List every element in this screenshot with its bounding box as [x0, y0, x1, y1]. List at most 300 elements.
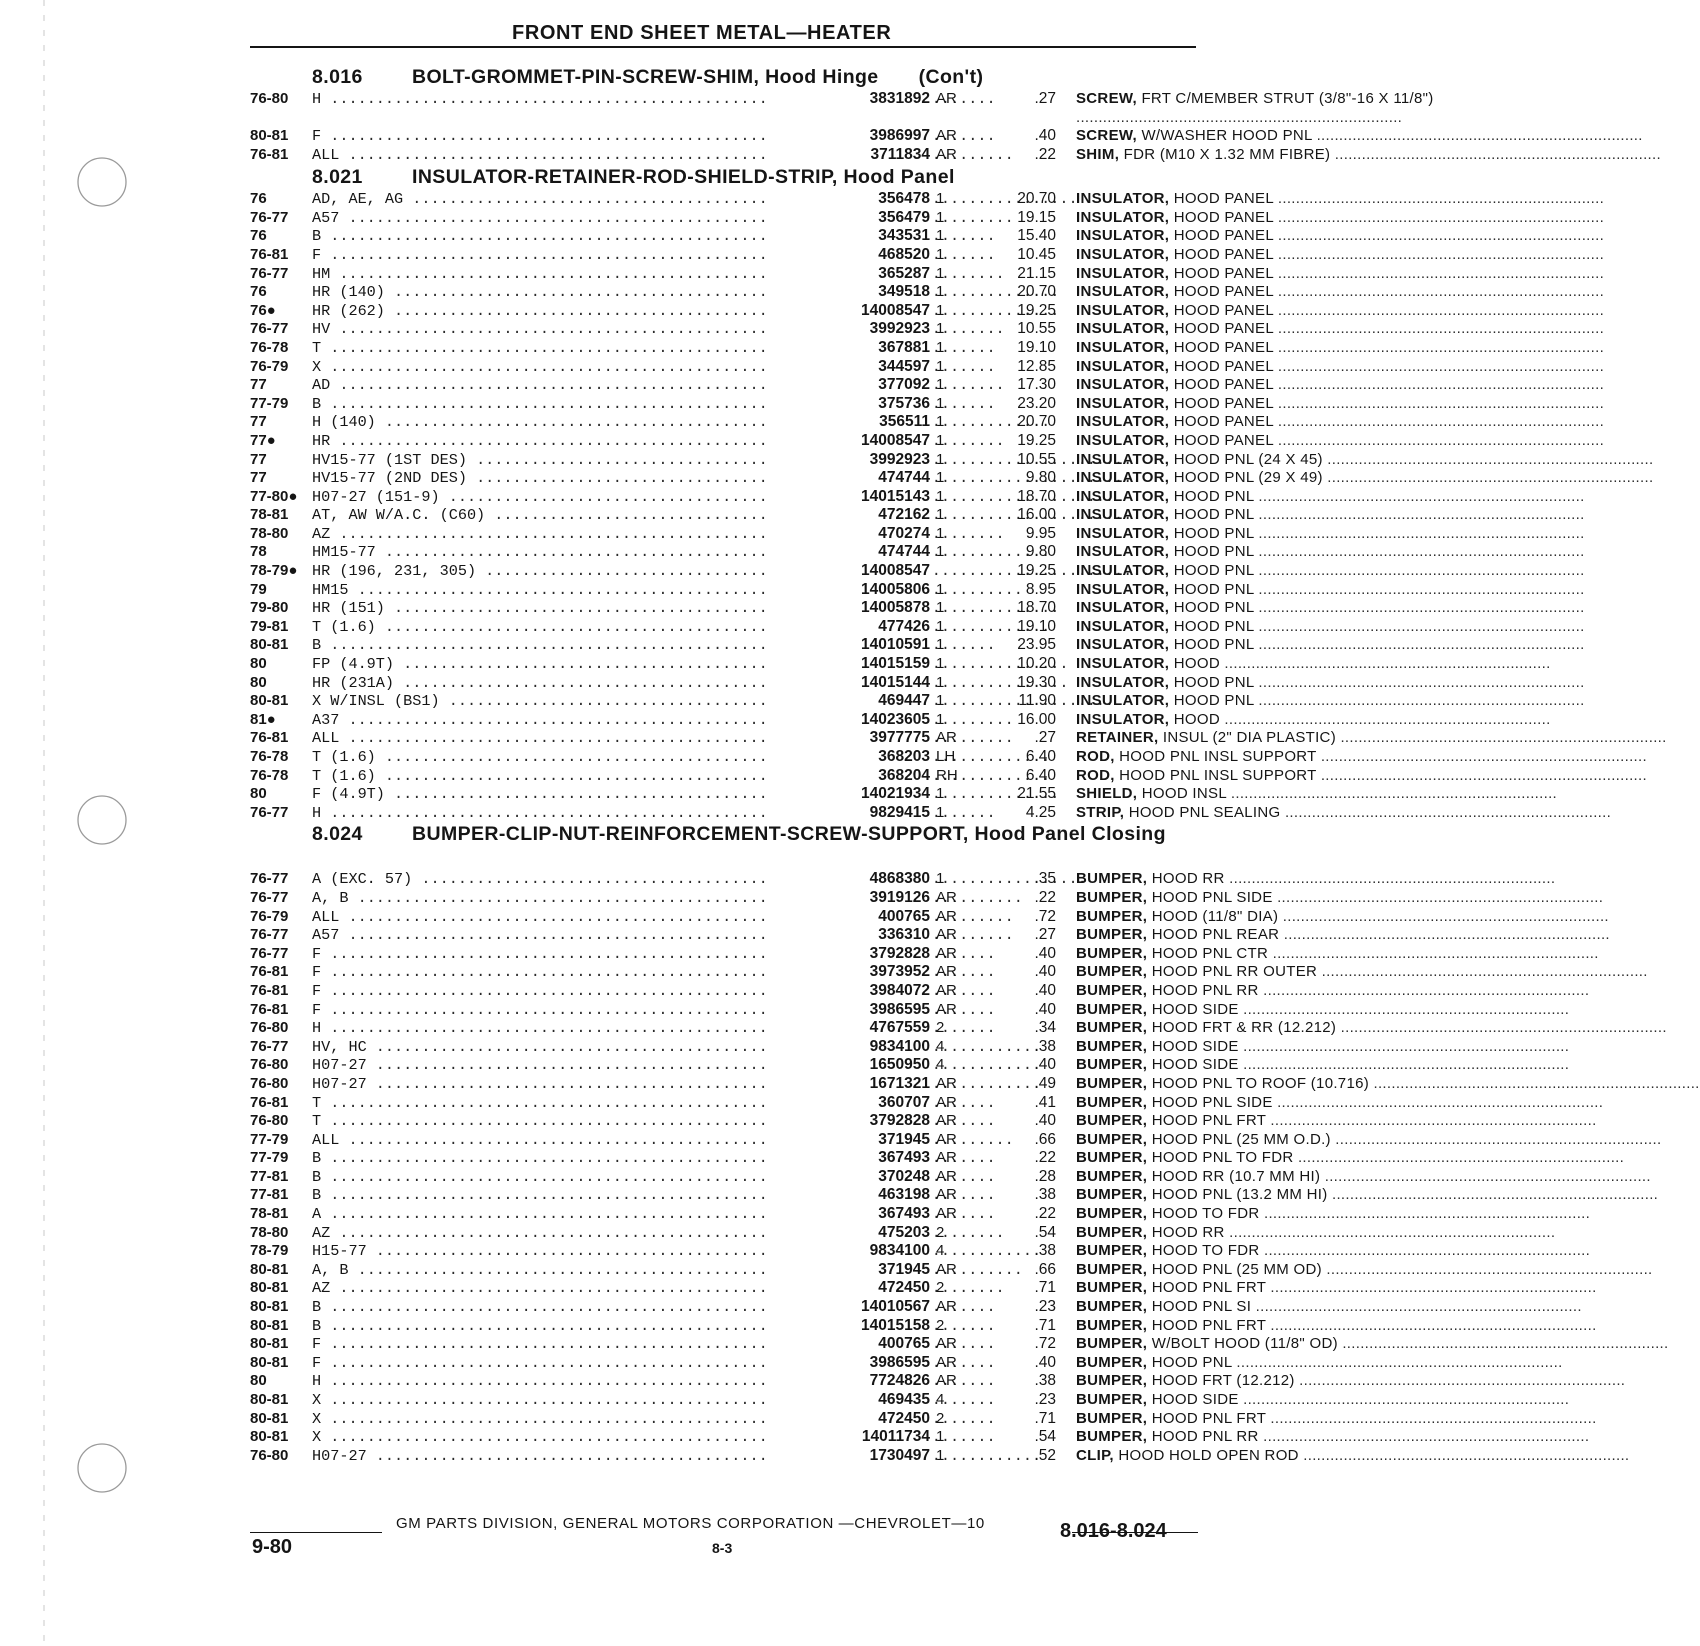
quantity-cell: AR: [936, 1372, 957, 1390]
quantity-cell: 1: [936, 487, 945, 505]
description-text: HOOD PNL: [1173, 580, 1254, 598]
part-number-cell: 368204: [766, 767, 930, 786]
section-header: [250, 64, 1196, 90]
model-cell: X .....: [312, 1428, 822, 1447]
part-number-cell: 469435: [766, 1391, 930, 1410]
part-number-cell: 1730497: [766, 1447, 930, 1466]
model-cell: F (4.9T) .....: [312, 785, 822, 804]
year-cell: 80-81: [250, 1260, 289, 1278]
part-number-cell: 477426: [766, 618, 930, 637]
model-cell: H07-27 .....: [312, 1447, 822, 1466]
description-noun: INSULATOR,: [1076, 190, 1170, 208]
year-cell: 78-80: [250, 524, 289, 542]
year-cell: 76-80: [250, 1019, 289, 1037]
part-number-cell: 7724826: [766, 1372, 930, 1391]
year-cell: 76-81: [250, 1093, 289, 1111]
description-cell: [1076, 1391, 1436, 1410]
part-number-cell: 474744: [766, 469, 930, 488]
quantity-cell: 1: [936, 636, 945, 654]
description-cell: [1076, 227, 1436, 246]
quantity-cell: AR: [936, 145, 957, 163]
description-text: HOOD PANEL: [1173, 394, 1274, 412]
table-row: [250, 1149, 1294, 1168]
footer-rule-left: [250, 1532, 382, 1533]
table-row: [250, 655, 1220, 674]
model-cell: H (140) .....: [312, 413, 822, 432]
price-cell: .27: [1034, 90, 1056, 107]
quantity-cell: AR: [936, 1093, 957, 1111]
quantity-cell: AR: [936, 1130, 957, 1148]
quantity-cell: 1: [936, 450, 945, 468]
price-cell: 18.70: [1017, 487, 1056, 505]
year-cell: 80-81: [250, 692, 289, 710]
description-cell: [1076, 1317, 1436, 1336]
section-title: [412, 822, 1202, 846]
quantity-cell: AR: [936, 1205, 957, 1223]
year-cell: 76: [250, 227, 267, 245]
year-cell: 77-80●: [250, 487, 298, 505]
price-cell: .22: [1034, 1205, 1056, 1223]
table-row: [250, 617, 1254, 637]
model-cell: HM15 .....: [312, 581, 822, 600]
table-row: [250, 1037, 1239, 1057]
section-title-text: INSULATOR-RETAINER-ROD-SHIELD-STRIP, Hood Panel: [412, 166, 955, 189]
description-noun: INSULATOR,: [1076, 655, 1170, 673]
description-cell: [1076, 674, 1436, 693]
model-cell: B .....: [312, 395, 822, 414]
year-cell: 76-77: [250, 803, 289, 821]
parts-listing: [250, 64, 1434, 1465]
year-cell: 77-81: [250, 1186, 289, 1204]
price-cell: 10.45: [1017, 245, 1056, 263]
description-noun: INSULATOR,: [1076, 431, 1170, 449]
part-number-cell: 370248: [766, 1168, 930, 1187]
model-cell: B .....: [312, 227, 822, 246]
description-noun: SCREW,: [1076, 127, 1137, 144]
description-noun: INSULATOR,: [1076, 338, 1170, 356]
binder-hole-bottom: [78, 1444, 126, 1492]
quantity-cell: 4: [936, 1037, 945, 1055]
price-cell: .40: [1034, 1000, 1056, 1018]
year-cell: 80-81: [250, 1335, 289, 1353]
description-text: HOOD PNL RR OUTER: [1151, 963, 1318, 981]
model-cell: ALL .....: [312, 1131, 822, 1150]
price-cell: 12.85: [1017, 357, 1056, 375]
description-noun: INSULATOR,: [1076, 599, 1170, 617]
part-number-cell: 344597: [766, 358, 930, 377]
model-cell: X .....: [312, 1391, 822, 1410]
part-number-cell: 367493: [766, 1205, 930, 1224]
price-cell: .22: [1034, 145, 1056, 163]
table-row: [250, 1446, 1299, 1466]
quantity-cell: AR: [936, 888, 957, 906]
price-cell: 19.10: [1017, 338, 1056, 356]
price-cell: 16.00: [1017, 710, 1056, 728]
description-text: HOOD PNL: [1173, 617, 1254, 635]
quantity-cell: 1: [936, 227, 945, 245]
description-noun: BUMPER,: [1076, 1112, 1148, 1130]
table-row: [250, 944, 1269, 964]
description-noun: BUMPER,: [1076, 1037, 1148, 1055]
price-cell: 19.25: [1017, 301, 1056, 319]
model-cell: A .....: [312, 1205, 822, 1224]
model-cell: ALL .....: [312, 729, 822, 748]
description-text: HOOD PNL: [1173, 543, 1254, 561]
description-text: HOOD PNL TO FDR: [1151, 1149, 1294, 1167]
part-number-cell: 468520: [766, 246, 930, 265]
table-row: [250, 320, 1274, 339]
description-noun: BUMPER,: [1076, 1019, 1148, 1037]
description-cell: [1076, 636, 1436, 655]
table-row: [250, 1074, 1370, 1094]
description-cell: [1076, 395, 1436, 414]
description-noun: INSULATOR,: [1076, 469, 1170, 487]
table-row: [250, 1298, 1252, 1317]
part-number-cell: 3831892: [766, 90, 930, 109]
year-cell: 80-81: [250, 1428, 289, 1446]
description-text: FRT C/MEMBER STRUT (3/8"-16 X 11/8"): [1141, 90, 1434, 107]
table-row: [250, 283, 1274, 302]
part-number-cell: 3792828: [766, 945, 930, 964]
model-cell: HR (151) .....: [312, 599, 822, 618]
description-cell: [1076, 90, 1436, 127]
model-cell: H .....: [312, 1372, 822, 1391]
description-noun: INSULATOR,: [1076, 413, 1170, 431]
description-text: HOOD PNL INSL SUPPORT: [1119, 766, 1317, 784]
year-cell: 76-79: [250, 357, 289, 375]
model-cell: T (1.6) .....: [312, 767, 822, 786]
description-cell: [1076, 963, 1436, 982]
description-cell: [1076, 982, 1436, 1001]
description-noun: INSULATOR,: [1076, 208, 1170, 226]
description-cell: [1076, 209, 1436, 228]
year-cell: 80-81: [250, 1316, 289, 1334]
table-row: [250, 338, 1274, 358]
model-cell: F .....: [312, 1354, 822, 1373]
description-cell: [1076, 785, 1436, 804]
year-cell: 77●: [250, 431, 276, 449]
description-cell: [1076, 1094, 1436, 1113]
year-cell: 76-81: [250, 145, 289, 163]
description-noun: BUMPER,: [1076, 1093, 1148, 1111]
description-cell: [1076, 870, 1436, 889]
description-cell: [1076, 1372, 1436, 1391]
model-cell: B .....: [312, 1317, 822, 1336]
model-cell: F .....: [312, 963, 822, 982]
year-cell: 77-79: [250, 1130, 289, 1148]
model-cell: H .....: [312, 804, 822, 823]
year-cell: 80: [250, 655, 267, 673]
description-text: HOOD PANEL: [1173, 431, 1274, 449]
part-number-cell: 14010591: [766, 636, 930, 655]
price-cell: .72: [1034, 907, 1056, 925]
description-text: HOOD PANEL: [1173, 338, 1274, 356]
table-row: [250, 487, 1254, 507]
table-row: [250, 1167, 1321, 1187]
price-cell: 10.55: [1017, 450, 1056, 468]
description-text: HOOD PANEL: [1173, 320, 1274, 338]
part-number-cell: 367881: [766, 339, 930, 358]
model-cell: A (EXC. 57) .....: [312, 870, 822, 889]
description-cell: [1076, 1447, 1436, 1466]
description-text: HOOD PNL FRT: [1151, 1316, 1266, 1334]
part-number-cell: 4868380: [766, 870, 930, 889]
year-cell: 76-80: [250, 1056, 289, 1074]
title-rule: [250, 46, 1196, 48]
table-row: [250, 245, 1274, 265]
part-number-cell: 377092: [766, 376, 930, 395]
description-cell: [1076, 1056, 1436, 1075]
description-noun: SCREW,: [1076, 90, 1137, 107]
quantity-cell: 1: [936, 338, 945, 356]
description-text: HOOD PNL: [1151, 1353, 1232, 1371]
table-row: [250, 1279, 1266, 1298]
description-cell: [1076, 1019, 1436, 1038]
year-cell: 78-79●: [250, 562, 298, 580]
table-row: [250, 450, 1323, 470]
description-text: HOOD (11/8" DIA): [1151, 907, 1279, 925]
description-cell: [1076, 1186, 1436, 1205]
description-noun: BUMPER,: [1076, 1335, 1148, 1353]
part-number-cell: 9834100: [766, 1242, 930, 1261]
year-cell: 80: [250, 1372, 267, 1390]
quantity-cell: 2: [936, 1019, 945, 1037]
quantity-cell: 1: [936, 264, 945, 282]
model-cell: HV15-77 (1ST DES) .....: [312, 451, 822, 470]
quantity-cell: 1: [936, 803, 945, 821]
part-number-cell: 3919126: [766, 889, 930, 908]
price-cell: .71: [1034, 1279, 1056, 1297]
price-cell: .28: [1034, 1167, 1056, 1185]
table-row: [250, 785, 1227, 804]
model-cell: H07-27 (151-9) .....: [312, 488, 822, 507]
part-number-cell: 14015158: [766, 1317, 930, 1336]
table-row: [250, 469, 1323, 488]
description-noun: BUMPER,: [1076, 1428, 1148, 1446]
table-row: [250, 888, 1273, 908]
model-cell: HR .....: [312, 432, 822, 451]
price-cell: 15.40: [1017, 227, 1056, 245]
description-noun: ROD,: [1076, 766, 1115, 784]
description-text: HOOD PNL RR: [1151, 981, 1259, 999]
model-cell: H15-77 .....: [312, 1242, 822, 1261]
price-cell: .23: [1034, 1298, 1056, 1316]
description-noun: BUMPER,: [1076, 963, 1148, 981]
description-cell: [1076, 469, 1436, 488]
model-cell: X W/INSL (BS1) .....: [312, 692, 822, 711]
binder-hole-middle: [78, 796, 126, 844]
description-text: HOOD: [1173, 710, 1220, 728]
section-title: [412, 164, 1202, 190]
description-cell: [1076, 1131, 1436, 1150]
table-row: [250, 963, 1318, 982]
part-number-cell: 14011734: [766, 1428, 930, 1447]
part-number-cell: 472162: [766, 506, 930, 525]
description-noun: RETAINER,: [1076, 729, 1159, 747]
table-row: [250, 506, 1254, 525]
description-noun: BUMPER,: [1076, 907, 1148, 925]
part-number-cell: 371945: [766, 1261, 930, 1280]
quantity-cell: AR: [936, 1353, 957, 1371]
table-row: [250, 907, 1279, 927]
description-text: HOOD PNL CTR: [1151, 944, 1269, 962]
quantity-cell: 1: [936, 785, 945, 803]
part-number-cell: 14015143: [766, 488, 930, 507]
price-cell: 21.15: [1017, 264, 1056, 282]
description-noun: BUMPER,: [1076, 1391, 1148, 1408]
year-cell: 76-77: [250, 264, 289, 282]
part-number-cell: 400765: [766, 1335, 930, 1354]
part-number-cell: 3792828: [766, 1112, 930, 1131]
model-cell: B .....: [312, 1298, 822, 1317]
model-cell: B .....: [312, 636, 822, 655]
price-cell: .40: [1034, 944, 1056, 962]
table-row: [250, 524, 1254, 544]
description-text: HOOD PNL: [1173, 636, 1254, 654]
table-row: [250, 227, 1274, 246]
quantity-cell: 1: [936, 208, 945, 226]
description-noun: BUMPER,: [1076, 1316, 1148, 1334]
description-text: HOOD PANEL: [1173, 301, 1274, 319]
year-cell: 76-78: [250, 338, 289, 356]
description-cell: [1076, 265, 1436, 284]
table-row: [250, 766, 1317, 786]
quantity-cell: 1: [936, 524, 945, 542]
description-noun: BUMPER,: [1076, 888, 1148, 906]
description-cell: [1076, 339, 1436, 358]
quantity-cell: 1: [936, 283, 945, 301]
quantity-cell: AR: [936, 1112, 957, 1130]
year-cell: 76-80: [250, 1112, 289, 1130]
model-cell: B .....: [312, 1186, 822, 1205]
part-number-cell: 368203: [766, 748, 930, 767]
description-text: HOOD PNL: [1173, 673, 1254, 691]
description-cell: [1076, 1335, 1436, 1354]
part-number-cell: 1650950: [766, 1056, 930, 1075]
table-row: [250, 431, 1274, 451]
part-number-cell: 356511: [766, 413, 930, 432]
table-row: [250, 543, 1254, 562]
description-text: HOOD PNL SI: [1151, 1298, 1252, 1316]
description-noun: INSULATOR,: [1076, 320, 1170, 338]
description-noun: INSULATOR,: [1076, 450, 1170, 468]
price-cell: .38: [1034, 1037, 1056, 1055]
description-text: HOOD PNL: [1173, 599, 1254, 617]
description-text: HOOD SIDE: [1151, 1056, 1239, 1074]
table-row: [250, 127, 1313, 146]
year-cell: 76-78: [250, 748, 289, 765]
part-number-cell: 14005878: [766, 599, 930, 618]
year-cell: 76: [250, 190, 267, 208]
price-cell: 20.70: [1017, 283, 1056, 301]
table-row: [250, 1335, 1338, 1354]
description-cell: [1076, 767, 1436, 786]
description-text: HOOD PNL (25 MM O.D.): [1151, 1130, 1331, 1148]
description-cell: [1076, 1001, 1436, 1020]
part-number-cell: 3973952: [766, 963, 930, 982]
model-cell: FP (4.9T) .....: [312, 655, 822, 674]
table-row: [250, 803, 1281, 823]
description-noun: BUMPER,: [1076, 981, 1148, 999]
quantity-cell: AR: [936, 1000, 957, 1018]
price-cell: 20.70: [1017, 413, 1056, 431]
price-cell: .27: [1034, 729, 1056, 747]
model-cell: ALL .....: [312, 908, 822, 927]
part-number-cell: 343531: [766, 227, 930, 246]
quantity-cell: 1: [936, 506, 945, 524]
part-number-cell: 14005806: [766, 581, 930, 600]
description-text: HOOD PNL: [1173, 692, 1254, 710]
description-text: W/WASHER HOOD PNL: [1141, 127, 1313, 144]
quantity-cell: RH: [936, 766, 958, 784]
price-cell: .23: [1034, 1391, 1056, 1408]
section-header: [250, 164, 1196, 190]
description-text: HOOD PANEL: [1173, 208, 1274, 226]
description-cell: [1076, 1149, 1436, 1168]
description-noun: INSULATOR,: [1076, 264, 1170, 282]
quantity-cell: 1: [936, 469, 945, 487]
price-cell: 9.95: [1025, 524, 1056, 542]
table-row: [250, 1186, 1328, 1205]
table-row: [250, 1260, 1322, 1280]
model-cell: H .....: [312, 1019, 822, 1038]
year-cell: 76-81: [250, 963, 289, 981]
description-noun: INSULATOR,: [1076, 357, 1170, 375]
description-noun: INSULATOR,: [1076, 710, 1170, 728]
table-row: [250, 1205, 1260, 1224]
description-cell: [1076, 376, 1436, 395]
description-cell: [1076, 127, 1436, 146]
quantity-cell: AR: [936, 729, 957, 747]
quantity-cell: 2: [936, 1316, 945, 1334]
description-text: HOOD RR: [1151, 1223, 1225, 1241]
year-cell: 78: [250, 543, 267, 561]
quantity-cell: AR: [936, 1298, 957, 1316]
year-cell: 76-77: [250, 926, 289, 944]
description-cell: [1076, 1075, 1436, 1094]
description-noun: BUMPER,: [1076, 944, 1148, 962]
part-number-cell: 3977775: [766, 729, 930, 748]
price-cell: 17.30: [1017, 376, 1056, 394]
table-row: [250, 376, 1274, 395]
description-cell: [1076, 1112, 1436, 1131]
year-cell: 76-77: [250, 870, 289, 888]
description-text: HOOD SIDE: [1151, 1391, 1239, 1408]
model-cell: F .....: [312, 246, 822, 265]
price-cell: .49: [1034, 1074, 1056, 1092]
table-row: [250, 926, 1280, 945]
description-cell: [1076, 1428, 1436, 1447]
year-cell: 81●: [250, 710, 276, 728]
price-cell: .40: [1034, 1353, 1056, 1371]
price-cell: 19.25: [1017, 562, 1056, 580]
year-cell: 77: [250, 376, 267, 394]
model-cell: F .....: [312, 1001, 822, 1020]
description-cell: [1076, 320, 1436, 339]
year-cell: 76: [250, 283, 267, 301]
price-cell: 19.10: [1017, 617, 1056, 635]
price-cell: .38: [1034, 1372, 1056, 1390]
part-number-cell: 14008547: [766, 302, 930, 321]
table-row: [250, 1391, 1239, 1410]
year-cell: 78-80: [250, 1223, 289, 1241]
model-cell: F .....: [312, 1335, 822, 1354]
price-cell: .41: [1034, 1093, 1056, 1111]
year-cell: 80-81: [250, 1409, 289, 1427]
description-text: HOOD HOLD OPEN ROD: [1118, 1446, 1299, 1464]
year-cell: 76-80: [250, 1074, 289, 1092]
description-cell: [1076, 1038, 1436, 1057]
